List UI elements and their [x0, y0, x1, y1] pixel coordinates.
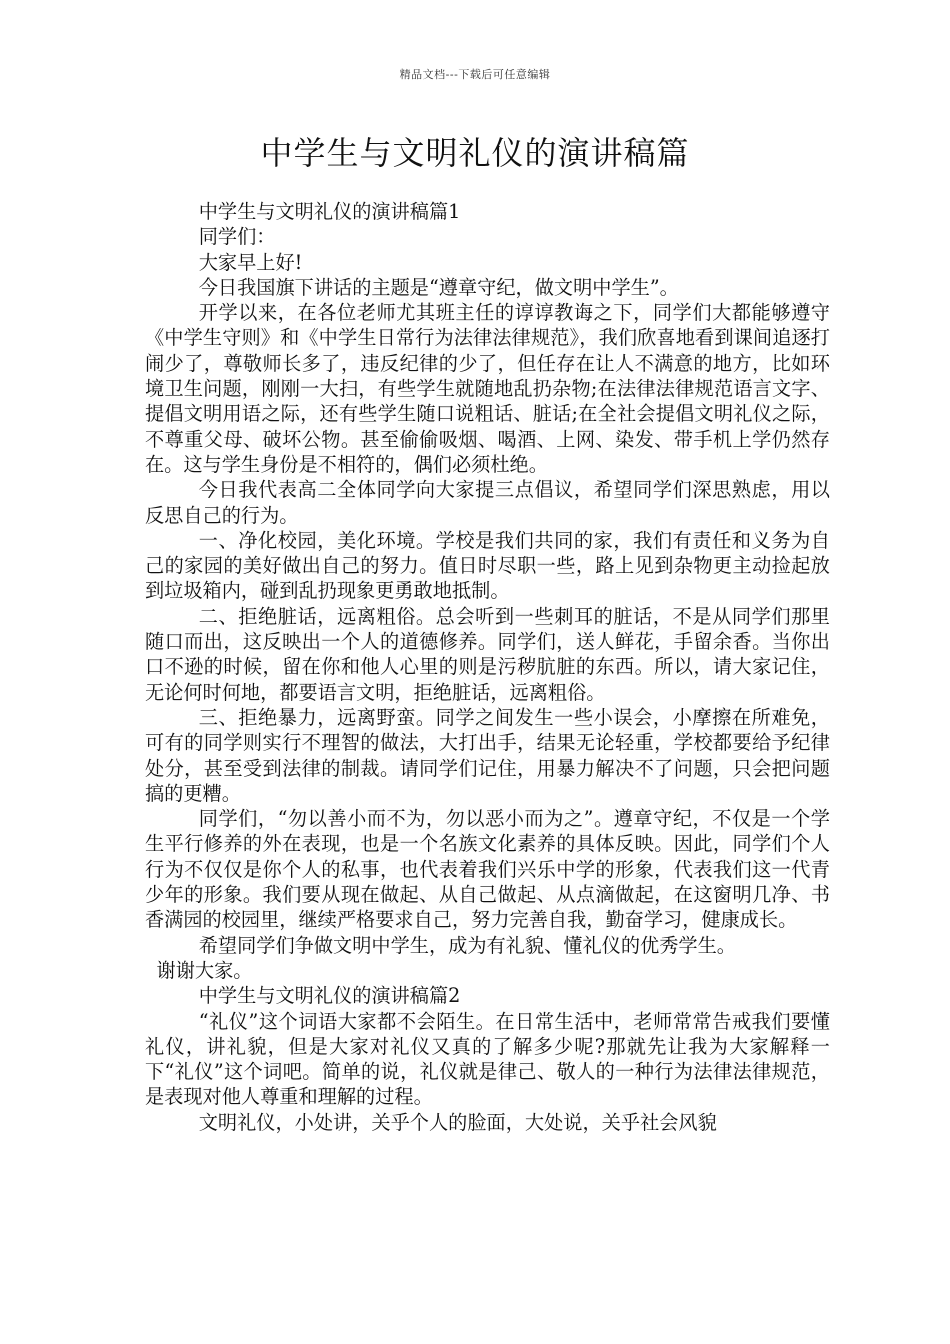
body-paragraph: 三、拒绝暴力，远离野蛮。同学之间发生一些小误会，小摩擦在所难免，可有的同学则实行不理智的做法，大打出手，结果无论轻重，学校都要给予纪律处分，甚至受到法律的制裁。请同学们记住，用暴力解决不了问题，只会把问题搞的更糟。	[145, 705, 830, 805]
page-header-note: 精品文档---下载后可任意编辑	[399, 68, 551, 81]
body-paragraph: 希望同学们争做文明中学生，成为有礼貌、懂礼仪的优秀学生。	[198, 933, 736, 957]
section-heading-2: 中学生与文明礼仪的演讲稿篇2	[198, 984, 461, 1008]
salutation: 同学们：	[198, 225, 276, 249]
body-paragraph: 今日我国旗下讲话的主题是“遵章守纪，做文明中学生”。	[198, 275, 679, 299]
body-paragraph: 同学们，“勿以善小而不为，勿以恶小而为之”。遵章守纪，不仅是一个学生平行修养的外在表现，也是一个名族文化素养的具体反映。因此，同学们个人行为不仅仅是你个人的私事，也代表着我们兴乐中学的形象，代表我们这一代青少年的形象。我们要从现在做起、从自己做起、从点滴做起，在这窗明几净、书香满园的校园里，继续严格要求自己，努力完善自我，勤奋学习，健康成长。	[145, 807, 830, 932]
body-paragraph: “礼仪”这个词语大家都不会陌生。在日常生活中，老师常常告戒我们要懂礼仪，讲礼貌，但是大家对礼仪又真的了解多少呢?那就先让我为大家解释一下“礼仪”这个词吧。简单的说，礼仪就是律己、敬人的一种行为法律法律规范，是表现对他人尊重和理解的过程。	[145, 1009, 830, 1109]
body-paragraph: 一、净化校园，美化环境。学校是我们共同的家，我们有责任和义务为自己的家园的美好做出自己的努力。值日时尽职一些，路上见到杂物更主动捡起放到垃圾箱内，碰到乱扔现象更勇敢地抵制。	[145, 528, 830, 603]
body-paragraph: 文明礼仪，小处讲，关乎个人的脸面，大处说，关乎社会风貌	[198, 1110, 717, 1134]
document-body	[145, 199, 830, 1135]
section-heading-1: 中学生与文明礼仪的演讲稿篇1	[198, 200, 461, 223]
body-paragraph: 开学以来，在各位老师尤其班主任的谆谆教诲之下，同学们大都能够遵守《中学生守则》和《中学生日常行为法律法律规范》，我们欣喜地看到课间追逐打闹少了，尊敬师长多了，违反纪律的少了，但任存在让人不满意的地方，比如环境卫生问题，刚刚一大扫，有些学生就随地乱扔杂物;在法律法律规范语言文字、提倡文明用语之际，还有些学生随口说粗话、脏话;在全社会提倡文明礼仪之际，不尊重父母、破坏公物。甚至偷偷吸烟、喝酒、上网、染发、带手机上学仍然存在。这与学生身份是不相符的，偶们必须杜绝。	[145, 301, 830, 476]
document-title: 中学生与文明礼仪的演讲稿篇	[260, 134, 690, 172]
body-paragraph: 二、拒绝脏话，远离粗俗。总会听到一些刺耳的脏话，不是从同学们那里随口而出，这反映出一个人的道德修养。同学们，送人鲜花，手留余香。当你出口不逊的时候，留在你和他人心里的则是污秽肮脏的东西。所以，请大家记住，无论何时何地，都要语言文明，拒绝脏话，远离粗俗。	[145, 604, 830, 704]
body-paragraph: 今日我代表高二全体同学向大家提三点倡议，希望同学们深思熟虑，用以反思自己的行为。	[145, 478, 830, 527]
closing-thanks: 谢谢大家。	[156, 958, 253, 982]
greeting: 大家早上好!	[198, 250, 303, 274]
